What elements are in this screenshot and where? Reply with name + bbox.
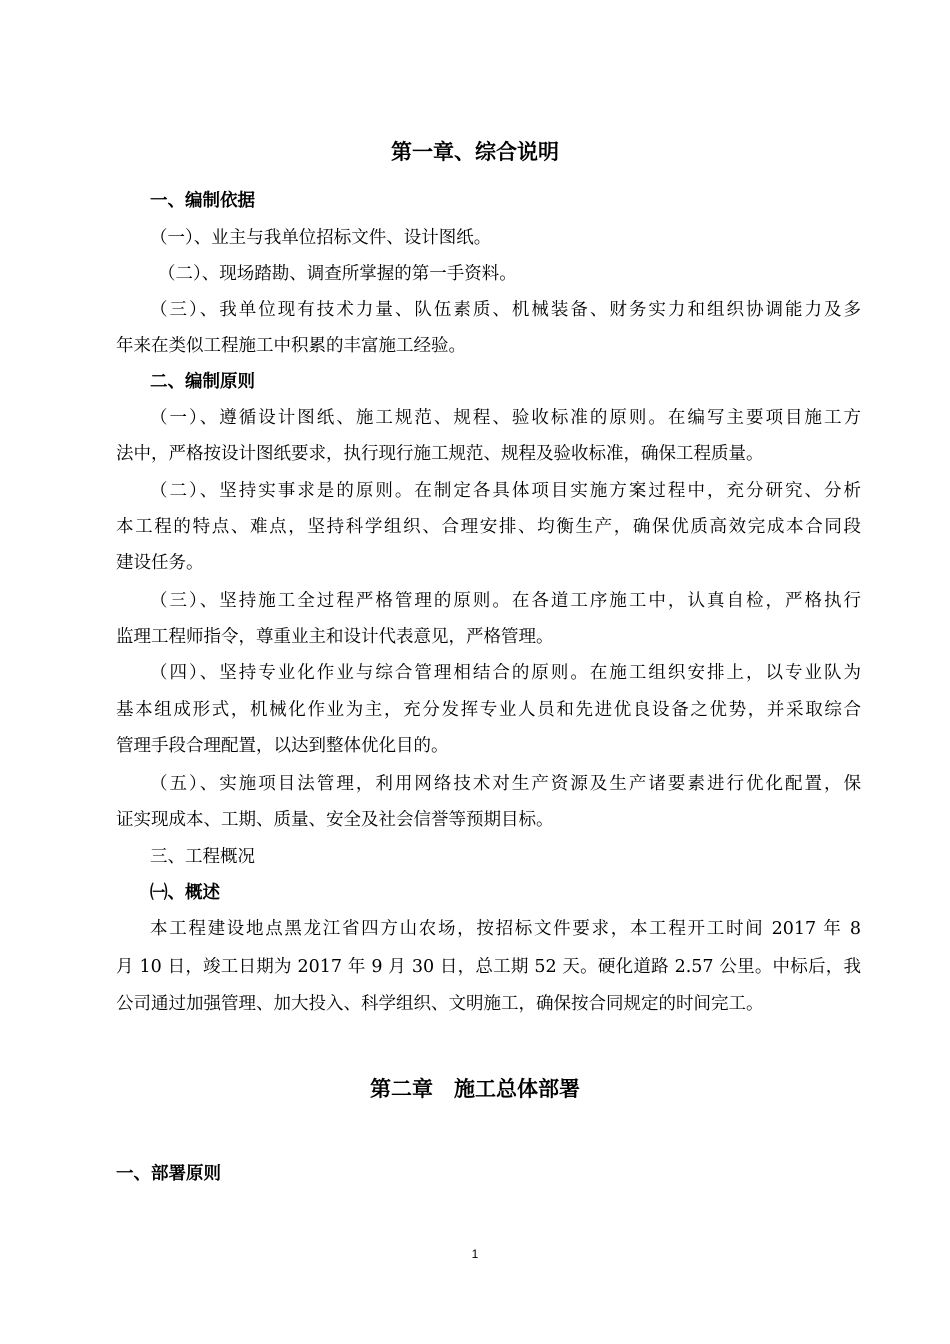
paragraph-line: （四）、坚持专业化作业与综合管理相结合的原则。在施工组织安排上，以专业队为 [150,663,861,683]
section-heading-basis: 一、编制依据 [150,191,255,211]
subsection-heading-summary: ㈠、概述 [150,883,220,903]
paragraph-line: 公司通过加强管理、加大投入、科学组织、文明施工，确保按合同规定的时间完工。 [116,994,764,1014]
paragraph-line: 管理手段合理配置，以达到整体优化目的。 [116,736,449,756]
paragraph-line: 监理工程师指令，尊重业主和设计代表意见，严格管理。 [116,627,554,647]
section-heading-principles: 二、编制原则 [150,372,255,392]
paragraph-line: 建设任务。 [116,553,204,573]
paragraph-line: （一）、业主与我单位招标文件、设计图纸。 [150,228,492,248]
paragraph-line: 法中，严格按设计图纸要求，执行现行施工规范、规程及验收标准，确保工程质量。 [116,444,764,464]
paragraph-line: 证实现成本、工期、质量、安全及社会信誉等预期目标。 [116,810,554,830]
page-number: 1 [471,1247,479,1261]
paragraph-line: （一）、遵循设计图纸、施工规范、规程、验收标准的原则。在编写主要项目施工方 [150,408,861,428]
paragraph-line: （三）、坚持施工全过程严格管理的原则。在各道工序施工中，认真自检，严格执行 [150,591,861,611]
paragraph-line: 月 10 日，竣工日期为 2017 年 9 月 30 日，总工期 52 天。硬化道路 2.57 公里。中标后，我 [116,957,861,977]
section-heading-deployment: 一、部署原则 [116,1164,221,1184]
paragraph-line: 基本组成形式，机械化作业为主，充分发挥专业人员和先进优良设备之优势，并采取综合 [116,700,861,720]
paragraph-line: （三）、我单位现有技术力量、队伍素质、机械装备、财务实力和组织协调能力及多 [150,300,861,320]
paragraph-line: （二）、现场踏勘、调查所掌握的第一手资料。 [158,264,517,284]
chapter-2-title: 第二章 施工总体部署 [370,1076,580,1101]
section-heading-overview: 三、工程概况 [150,847,255,867]
paragraph-line: 年来在类似工程施工中积累的丰富施工经验。 [116,336,466,356]
paragraph-line: （五）、实施项目法管理，利用网络技术对生产资源及生产诸要素进行优化配置，保 [150,774,861,794]
paragraph-line: 本工程建设地点黑龙江省四方山农场，按招标文件要求，本工程开工时间 2017 年 8 [150,919,861,939]
chapter-1-title: 第一章、综合说明 [391,139,559,164]
paragraph-line: （二）、坚持实事求是的原则。在制定各具体项目实施方案过程中，充分研究、分析 [150,481,861,501]
paragraph-line: 本工程的特点、难点，坚持科学组织、合理安排、均衡生产，确保优质高效完成本合同段 [116,517,861,537]
